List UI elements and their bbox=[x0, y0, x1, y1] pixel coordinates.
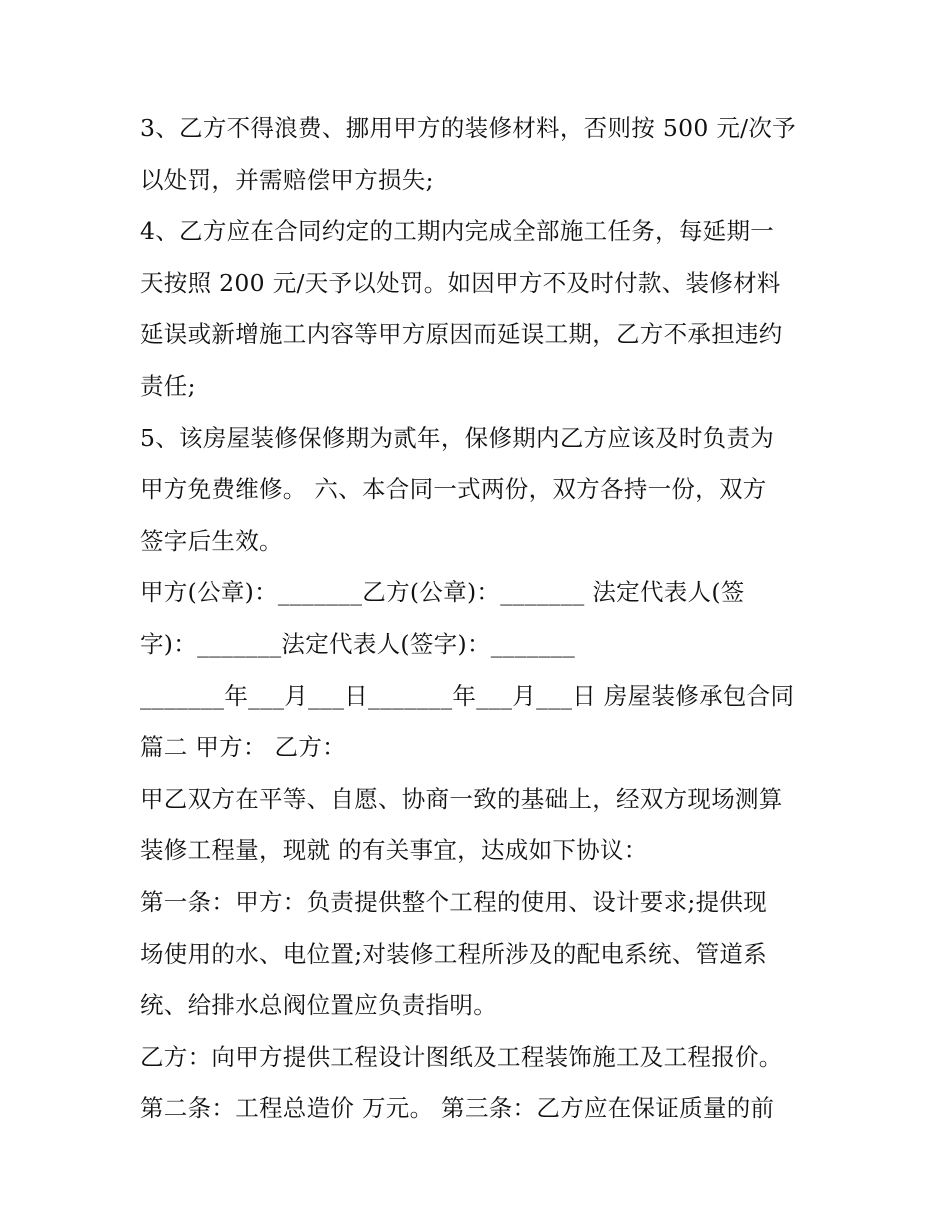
text-line-20: 第二条：工程总造价 万元。 第三条：乙方应在保证质量的前 bbox=[140, 1094, 775, 1123]
text-line-10: 甲方(公章)：_______乙方(公章)：_______ 法定代表人(签 bbox=[140, 578, 745, 607]
text-line-15: 装修工程量，现就 的有关事宜，达成如下协议： bbox=[140, 836, 648, 865]
text-line-8: 甲方免费维修。 六、本合同一式两份，双方各持一份，双方 bbox=[140, 475, 767, 504]
text-line-1: 3、乙方不得浪费、挪用甲方的装修材料，否则按 500 元/次予 bbox=[140, 114, 796, 142]
document-body bbox=[140, 103, 840, 1135]
text-line-12: _______年___月___日_______年___月___日 房屋装修承包合同 bbox=[140, 681, 795, 710]
text-line-3: 4、乙方应在合同约定的工期内完成全部施工任务，每延期一 bbox=[140, 217, 775, 246]
text-line-19: 乙方：向甲方提供工程设计图纸及工程装饰施工及工程报价。 bbox=[140, 1042, 783, 1071]
text-line-13: 篇二 甲方： 乙方： bbox=[140, 733, 346, 762]
text-line-7: 5、该房屋装修保修期为贰年，保修期内乙方应该及时负责为 bbox=[140, 423, 775, 452]
text-line-5: 延误或新增施工内容等甲方原因而延误工期，乙方不承担违约 bbox=[140, 320, 783, 349]
text-line-18: 统、给排水总阀位置应负责指明。 bbox=[140, 991, 497, 1020]
text-line-6: 责任; bbox=[140, 371, 196, 400]
text-line-4: 天按照 200 元/天予以处罚。如因甲方不及时付款、装修材料 bbox=[140, 268, 781, 297]
text-line-14: 甲乙双方在平等、自愿、协商一致的基础上，经双方现场测算 bbox=[140, 784, 783, 813]
text-line-2: 以处罚，并需赔偿甲方损失; bbox=[140, 165, 434, 194]
text-line-17: 场使用的水、电位置;对装修工程所涉及的配电系统、管道系 bbox=[140, 939, 768, 968]
text-line-16: 第一条：甲方：负责提供整个工程的使用、设计要求;提供现 bbox=[140, 887, 768, 916]
text-line-9: 签字后生效。 bbox=[140, 526, 283, 555]
text-line-11: 字)：_______法定代表人(签字)：_______ bbox=[140, 629, 576, 658]
